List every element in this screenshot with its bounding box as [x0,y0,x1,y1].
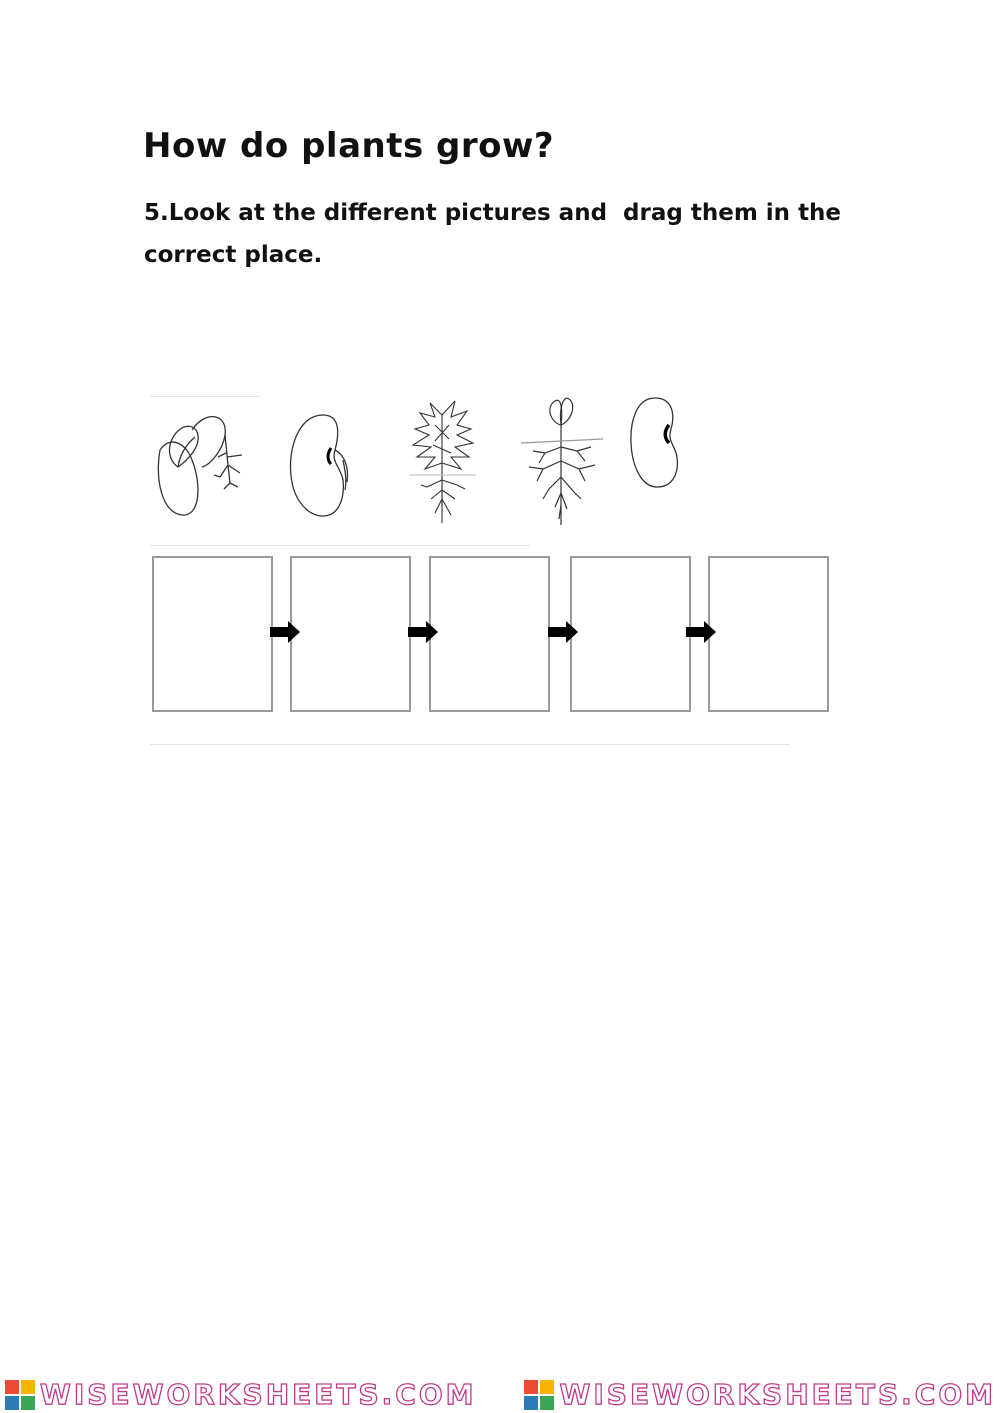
worksheet-instruction: 5.Look at the different pictures and drag them in the correct place. [144,200,850,268]
arrow-right-icon [270,621,300,643]
logo-text: WISEWORKSHEETS.COM [559,1378,996,1411]
drop-box-2[interactable] [290,556,411,712]
footer-logo-left [4,1378,477,1411]
logo-text: WISEWORKSHEETS.COM [40,1378,477,1411]
scan-line-middle [150,545,530,546]
leafy-plant-image[interactable] [405,395,480,523]
seedling-image[interactable] [515,395,607,525]
worksheet-title: How do plants grow? [143,126,555,166]
arrow-right-icon [686,621,716,643]
drop-box-5[interactable] [708,556,829,712]
drop-box-3[interactable] [429,556,550,712]
seed-with-roots-and-leaves-image[interactable] [150,405,250,520]
arrow-right-icon [408,621,438,643]
bean-seed-image[interactable] [627,395,682,490]
footer-logo-right [523,1378,996,1411]
wise-blocks-icon [4,1379,36,1411]
scan-line-top [150,396,260,397]
drop-box-1[interactable] [152,556,273,712]
arrow-right-icon [548,621,578,643]
scan-line-bottom [150,744,790,745]
drop-box-4[interactable] [570,556,691,712]
seed-with-shoot-image[interactable] [283,410,363,520]
footer-branding [0,1376,1000,1413]
wise-blocks-icon [523,1379,555,1411]
